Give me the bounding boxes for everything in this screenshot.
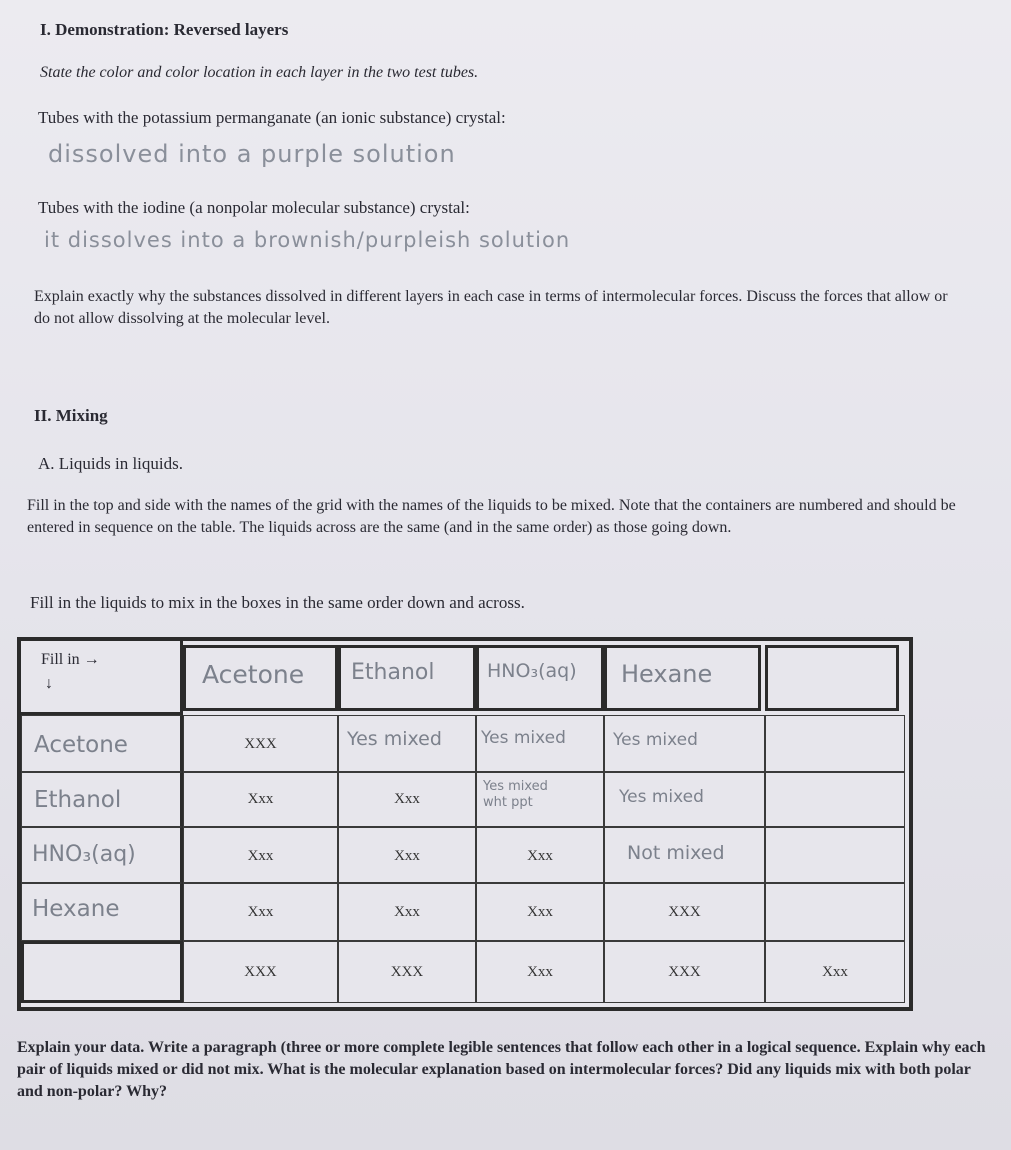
question-permanganate: Tubes with the potassium permanganate (an ionic substance) crystal:: [38, 108, 506, 127]
row-header-2[interactable]: [21, 772, 183, 827]
table-cell[interactable]: [183, 941, 338, 1003]
cell-value: Yes mixed: [481, 728, 566, 748]
table-cell[interactable]: [765, 883, 905, 941]
cell-value: Xxx: [394, 791, 420, 807]
table-cell[interactable]: [338, 827, 476, 883]
row-header-5[interactable]: [21, 941, 183, 1003]
table-cell[interactable]: [765, 827, 905, 883]
cell-value: Yes mixed: [613, 730, 698, 750]
explain-data-prompt: Explain your data. Write a paragraph (three or more complete legible sentences that follow each other in a logical sequence. Explain why each pair of liquids mixed or did not mix. What is the molecular explanation based on intermolecular forces? Did any liquids mix with both polar and non-polar? Why?: [17, 1039, 986, 1100]
column-header-3[interactable]: [476, 645, 604, 711]
cell-value: Not mixed: [627, 842, 725, 864]
row-header-label: HNO₃(aq): [32, 842, 136, 867]
cell-value: XXX: [244, 964, 277, 980]
table-cell[interactable]: [476, 827, 604, 883]
column-header-label: Acetone: [202, 660, 305, 689]
table-cell[interactable]: [765, 941, 905, 1003]
table-cell[interactable]: [476, 772, 604, 827]
table-cell[interactable]: [338, 941, 476, 1003]
column-header-5[interactable]: [765, 645, 899, 711]
table-cell[interactable]: [338, 772, 476, 827]
cell-value: XXX: [390, 964, 424, 980]
cell-value: Xxx: [247, 791, 274, 807]
cell-value: Xxx: [394, 904, 420, 920]
section-2-title: II. Mixing: [34, 406, 108, 425]
row-header-label: Acetone: [34, 732, 128, 758]
table-cell[interactable]: [183, 715, 338, 772]
section-2-fill-instruction: Fill in the liquids to mix in the boxes in the same order down and across.: [30, 593, 525, 612]
column-header-2[interactable]: [338, 645, 476, 711]
cell-value: XXX: [244, 736, 277, 752]
table-corner-cell: [21, 641, 183, 715]
table-cell[interactable]: [765, 772, 905, 827]
section-1-title: I. Demonstration: Reversed layers: [40, 20, 289, 39]
table-cell[interactable]: [183, 883, 338, 941]
table-cell[interactable]: [604, 772, 765, 827]
column-header-label: HNO₃(aq): [487, 660, 577, 682]
row-header-4[interactable]: [21, 883, 183, 941]
table-cell[interactable]: [765, 715, 905, 772]
cell-value: Xxx: [247, 904, 274, 920]
cell-value: XXX: [668, 904, 701, 920]
column-header-1[interactable]: [183, 645, 338, 711]
table-cell[interactable]: [183, 772, 338, 827]
table-cell[interactable]: [183, 827, 338, 883]
cell-value: Xxx: [394, 848, 420, 864]
cell-value: Xxx: [527, 848, 553, 864]
row-header-label: Ethanol: [34, 787, 122, 813]
cell-value: XXX: [668, 964, 701, 980]
row-header-1[interactable]: [21, 715, 183, 772]
column-header-4[interactable]: [604, 645, 761, 711]
corner-label: Fill in →: [41, 651, 100, 668]
answer-iodine: it dissolves into a brownish/purpleish solution: [44, 228, 571, 252]
question-iodine: Tubes with the iodine (a nonpolar molecular substance) crystal:: [38, 198, 470, 217]
table-cell[interactable]: [476, 941, 604, 1003]
table-cell[interactable]: [338, 883, 476, 941]
table-cell[interactable]: [604, 715, 765, 772]
table-cell[interactable]: [476, 883, 604, 941]
section-2-instructions: Fill in the top and side with the names of the grid with the names of the liquids to be mixed. Note that the containers are numbered and should be entered in sequence on the table. The liquids across are the same (and in the same order) as those going down.: [27, 497, 956, 536]
column-header-label: Hexane: [621, 660, 713, 688]
cell-value: Yes mixed: [619, 787, 704, 807]
table-cell[interactable]: [604, 883, 765, 941]
row-header-label: Hexane: [32, 896, 120, 922]
cell-value: Xxx: [247, 848, 274, 864]
section-1-explain: Explain exactly why the substances dissolved in different layers in each case in terms of intermolecular forces. Discuss the forces that allow or do not allow dissolving at the molecular level.: [34, 288, 948, 327]
column-header-label: Ethanol: [351, 660, 435, 685]
section-2-subtitle: A. Liquids in liquids.: [38, 454, 183, 473]
cell-value: Xxx: [527, 904, 553, 920]
cell-value: Xxx: [822, 964, 848, 980]
table-cell[interactable]: [338, 715, 476, 772]
cell-value: Yes mixed: [347, 728, 442, 750]
table-cell[interactable]: [604, 941, 765, 1003]
table-cell[interactable]: [476, 715, 604, 772]
row-header-3[interactable]: [21, 827, 183, 883]
corner-down-arrow: ↓: [45, 675, 53, 692]
cell-value: Xxx: [527, 964, 553, 980]
answer-permanganate: dissolved into a purple solution: [48, 140, 456, 168]
cell-value: Yes mixed wht ppt: [483, 779, 548, 810]
section-1-instruction: State the color and color location in each layer in the two test tubes.: [40, 64, 479, 81]
mixing-table: [17, 637, 913, 1011]
table-cell[interactable]: [604, 827, 765, 883]
